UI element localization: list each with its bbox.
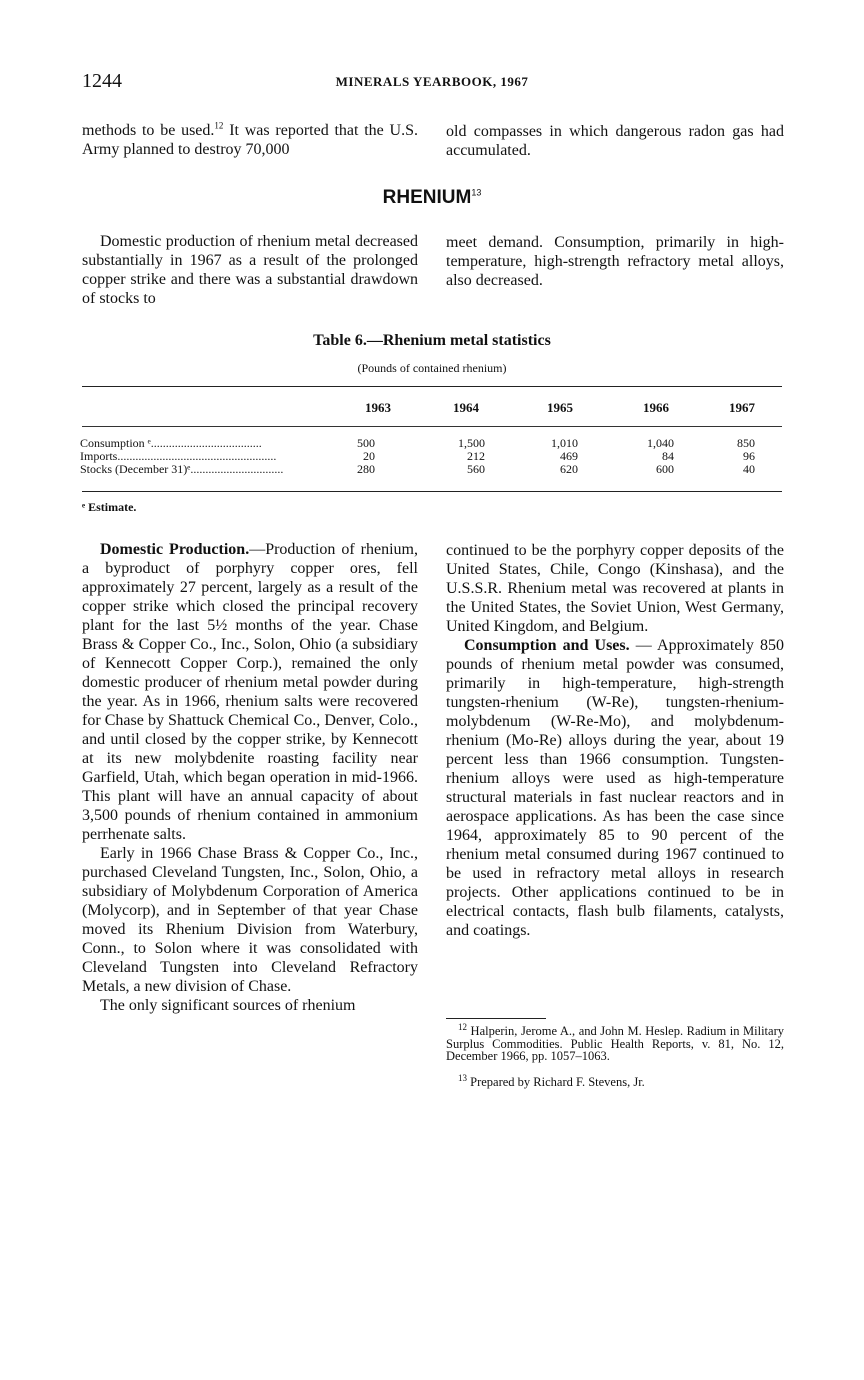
table-cell: 500 [357, 436, 375, 450]
col-1964: 1964 [453, 400, 479, 415]
row-label-consumption: Consumption ᵉ..................................... [80, 437, 262, 450]
subheading-consumption-and-uses: Consumption and Uses. [464, 637, 630, 654]
body-left-column: Domestic Production.—Production of rhenium, a byproduct of porphyry copper ores, fell approximately 27 percent, largely as a result of the copper strike which closed the principal recovery plant for the last 5½ months of the year. Chase Brass & Copper Co., Inc., Solon, Ohio (a subsidiary of Kennecott Copper Corp.), remained the only domestic producer of rhenium metal powder during the year. As in 1966, rhenium salts were recovered for Chase by Shattuck Chemical Co., Denver, Colo., and until closed by the copper strike, by Kennecott at its new molybdenite roasting facility near Garfield, Utah, which began operation in mid-1966. This plant will have an annual capacity of about 3,500 pounds of rhenium contained in ammonium perrhenate salts. Early in 1966 Chase Brass & Copper Co., Inc., purchased Cleveland Tungsten, Inc., Solon, Ohio, a subsidiary of Molybdenum Corporation of America (Molycorp), and in September of that year Chase moved its Rhenium Division from Waterbury, Conn., to Solon where it was consolidated with Cleveland Tungsten into Cleveland Refractory Metals, a new division of Chase. The only significant sources of rhenium [82, 541, 418, 1014]
table-header-rule [82, 426, 782, 427]
table-cell: 40 [743, 462, 755, 476]
carryover-right: old compasses in which dangerous radon gas had accumulated. [446, 123, 784, 159]
table-cell: 212 [467, 449, 485, 463]
table-cell: 1,500 [458, 436, 485, 450]
table-footnote: ᵉ Estimate. [82, 500, 137, 514]
intro-left: Domestic production of rhenium metal decreased substantially in 1967 as a result of the prolonged copper strike and there was a substantial drawdown of stocks to [82, 233, 418, 307]
footnote-12: $^{12}$ Halperin, Jerome A., and John M. Heslep. Radium in Military Surplus Commodities. Public Health Reports, v. 81, No. 12, December 1966, pp. 1057–1063. [446, 1021, 784, 1063]
subheading-domestic-production: Domestic Production. [100, 541, 250, 558]
table-top-rule [82, 386, 782, 387]
paragraph: Early in 1966 Chase Brass & Copper Co., Inc., purchased Cleveland Tungsten, Inc., Solon, Ohio, a subsidiary of Molybdenum Corporation of America (Molycorp), and in September of that year Chase moved its Rhenium Division from Waterbury, Conn., to Solon where it was consolidated with Cleveland Tungsten into Cleveland Refractory Metals, a new division of Chase. [82, 845, 418, 995]
carryover-left: methods to be used.$^{12}$ It was reported that the U.S. Army planned to destroy 70,000 [82, 120, 419, 158]
col-1966: 1966 [643, 400, 669, 415]
body-right-column: continued to be the porphyry copper deposits of the United States, Chile, Congo (Kinshasa), and the U.S.S.R. Rhenium metal was recovered at plants in the United States, the Soviet Union, West Germany, United Kingdom, and Belgium. Consumption and Uses. — Approximately 850 pounds of rhenium metal powder was consumed, primarily in high-temperature, high-strength tungsten-rhenium (W-Re), tungsten-rhenium-molybdenum (W-Re-Mo), and molybdenum-rhenium (Mo-Re) alloys during the year, about 19 percent less than 1966 consumption. Tungsten-rhenium alloys were used as high-temperature structural materials in fast nuclear reactors and in aerospace applications. As has been the case since 1964, approximately 85 to 90 percent of the rhenium metal consumed during 1967 continued to be used in refractory metal alloys in research projects. Other applications continued to be in electrical contacts, flash bulb filaments, catalysts, and coatings. [446, 542, 784, 939]
running-title: MINERALS YEARBOOK, 1967 [335, 74, 529, 89]
table-unit: (Pounds of contained rhenium) [357, 361, 507, 375]
table-cell: 1,010 [551, 436, 578, 450]
paragraph: continued to be the porphyry copper deposits of the United States, Chile, Congo (Kinshasa), and the U.S.S.R. Rhenium metal was recovered at plants in the United States, the Soviet Union, West Germany, United Kingdom, and Belgium. [446, 542, 784, 635]
table-cell: 620 [560, 462, 578, 476]
footnote-ref-12: 12 [214, 120, 224, 131]
table-bottom-rule [82, 491, 782, 492]
table-cell: 560 [467, 462, 485, 476]
table-cell: 280 [357, 462, 375, 476]
table-cell: 469 [560, 449, 578, 463]
col-1967: 1967 [729, 400, 755, 415]
paragraph: The only significant sources of rhenium [100, 997, 356, 1014]
section-heading: RHENIUM$^{13}$ [382, 187, 482, 208]
table-title: Table 6.—Rhenium metal statistics [313, 332, 551, 349]
row-label-stocks: Stocks (December 31)ᵉ............................... [80, 463, 284, 476]
col-1965: 1965 [547, 400, 573, 415]
footnote-13: $^{13}$ Prepared by Richard F. Stevens, Jr. [458, 1072, 645, 1089]
col-1963: 1963 [365, 400, 391, 415]
table-cell: 850 [737, 436, 755, 450]
table-cell: 1,040 [647, 436, 674, 450]
page-number: 1244 [82, 70, 122, 92]
intro-right: meet demand. Consumption, primarily in high-temperature, high-strength refractory metal alloys, also decreased. [446, 234, 784, 289]
table-cell: 84 [662, 449, 674, 463]
footnote-rule [446, 1018, 546, 1019]
footnote-ref-13: 13 [471, 187, 482, 198]
table-cell: 600 [656, 462, 674, 476]
table-cell: 96 [743, 449, 755, 463]
table-cell: 20 [363, 449, 375, 463]
row-label-imports: Imports..................................................... [80, 450, 277, 463]
